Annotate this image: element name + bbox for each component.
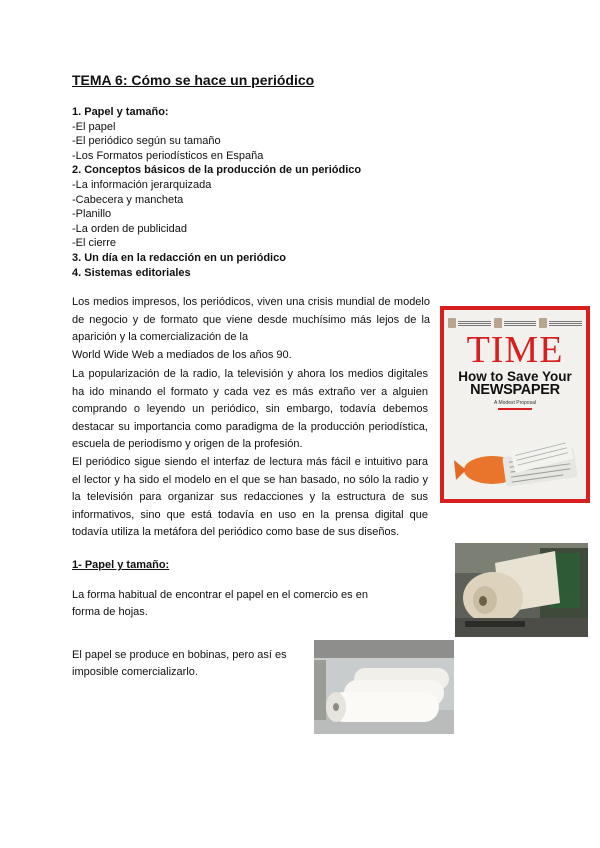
page-title: TEMA 6: Cómo se hace un periódico [72, 72, 315, 88]
intro-paragraph-1 [72, 294, 430, 364]
folded-newspaper-fish-illustration [452, 422, 580, 492]
toc-section-heading: 3. Un día en la redacción en un periódico [72, 251, 286, 264]
cover-headline-line-1: How to Save Your [458, 369, 572, 384]
toc-subitem: -El periódico según su tamaño [72, 135, 221, 148]
toc-subitem: -La información jerarquizada [72, 178, 212, 191]
toc-subitem: -El papel [72, 120, 116, 133]
table-of-contents [72, 105, 361, 280]
section-heading-paper-size: 1- Papel y tamaño: [72, 559, 170, 571]
time-logo: TIME [466, 329, 564, 371]
paper-reels-photo [314, 640, 454, 734]
teaser-portrait-icon [494, 318, 502, 328]
paper-reels-paragraph: El papel se produce en bobinas, pero así es imposible comercializarlo. [72, 649, 287, 678]
intro-paragraph-3: El periódico sigue siendo el interfaz de lectura más fácil e intuitivo para el lector y ha sido el modelo en el que se han basado, no sólo la radio y la televisión para organizar sus redacciones y la estructura de sus informativos, sino que está todavía en uso en la prensa digital que todavía utiliza la metáfora del periódico como base de sus diseños. [72, 456, 428, 538]
toc-section-heading: 4. Sistemas editoriales [72, 266, 191, 279]
intro-paragraph-1-last-line: World Wide Web a mediados de los años 90. [72, 348, 292, 361]
cover-byline: A Modest Proposal [494, 400, 536, 406]
intro-paragraph-2: La popularización de la radio, la televisión y ahora los medios digitales ha ido minando el formato y cada vez es más extraño ver a alguien comprando o leyendo un periódico, sin embargo, todavía debemos destacar su importancia como paradigma de la producción periodística, escuela de periodismo y origen de la profesión. [72, 368, 428, 450]
toc-subitem: -Cabecera y mancheta [72, 193, 184, 206]
cover-red-rule [498, 408, 532, 410]
toc-subitem: -Planillo [72, 208, 112, 221]
toc-subitem: -Los Formatos periodísticos en España [72, 149, 264, 162]
teaser-portrait-icon [539, 318, 547, 328]
intro-paragraph-1-body: Los medios impresos, los periódicos, viven una crisis mundial de modelo de negocio y de formato que viene desde muchísimo más lejos de la aparición y la comercialización de la [72, 296, 430, 343]
toc-section-heading: 1. Papel y tamaño: [72, 106, 169, 118]
paper-sheets-paragraph: La forma habitual de encontrar el papel en el comercio es en forma de hojas. [72, 589, 368, 618]
toc-subitem: -La orden de publicidad [72, 222, 187, 235]
teaser-portrait-icon [448, 318, 456, 328]
cover-headline-line-2: NEWSPAPER [470, 382, 560, 398]
toc-subitem: -El cierre [72, 237, 117, 250]
toc-section-heading: 2. Conceptos básicos de la producción de un periódico [72, 164, 362, 177]
paper-machine-photo [455, 543, 588, 637]
time-magazine-cover [440, 306, 590, 503]
